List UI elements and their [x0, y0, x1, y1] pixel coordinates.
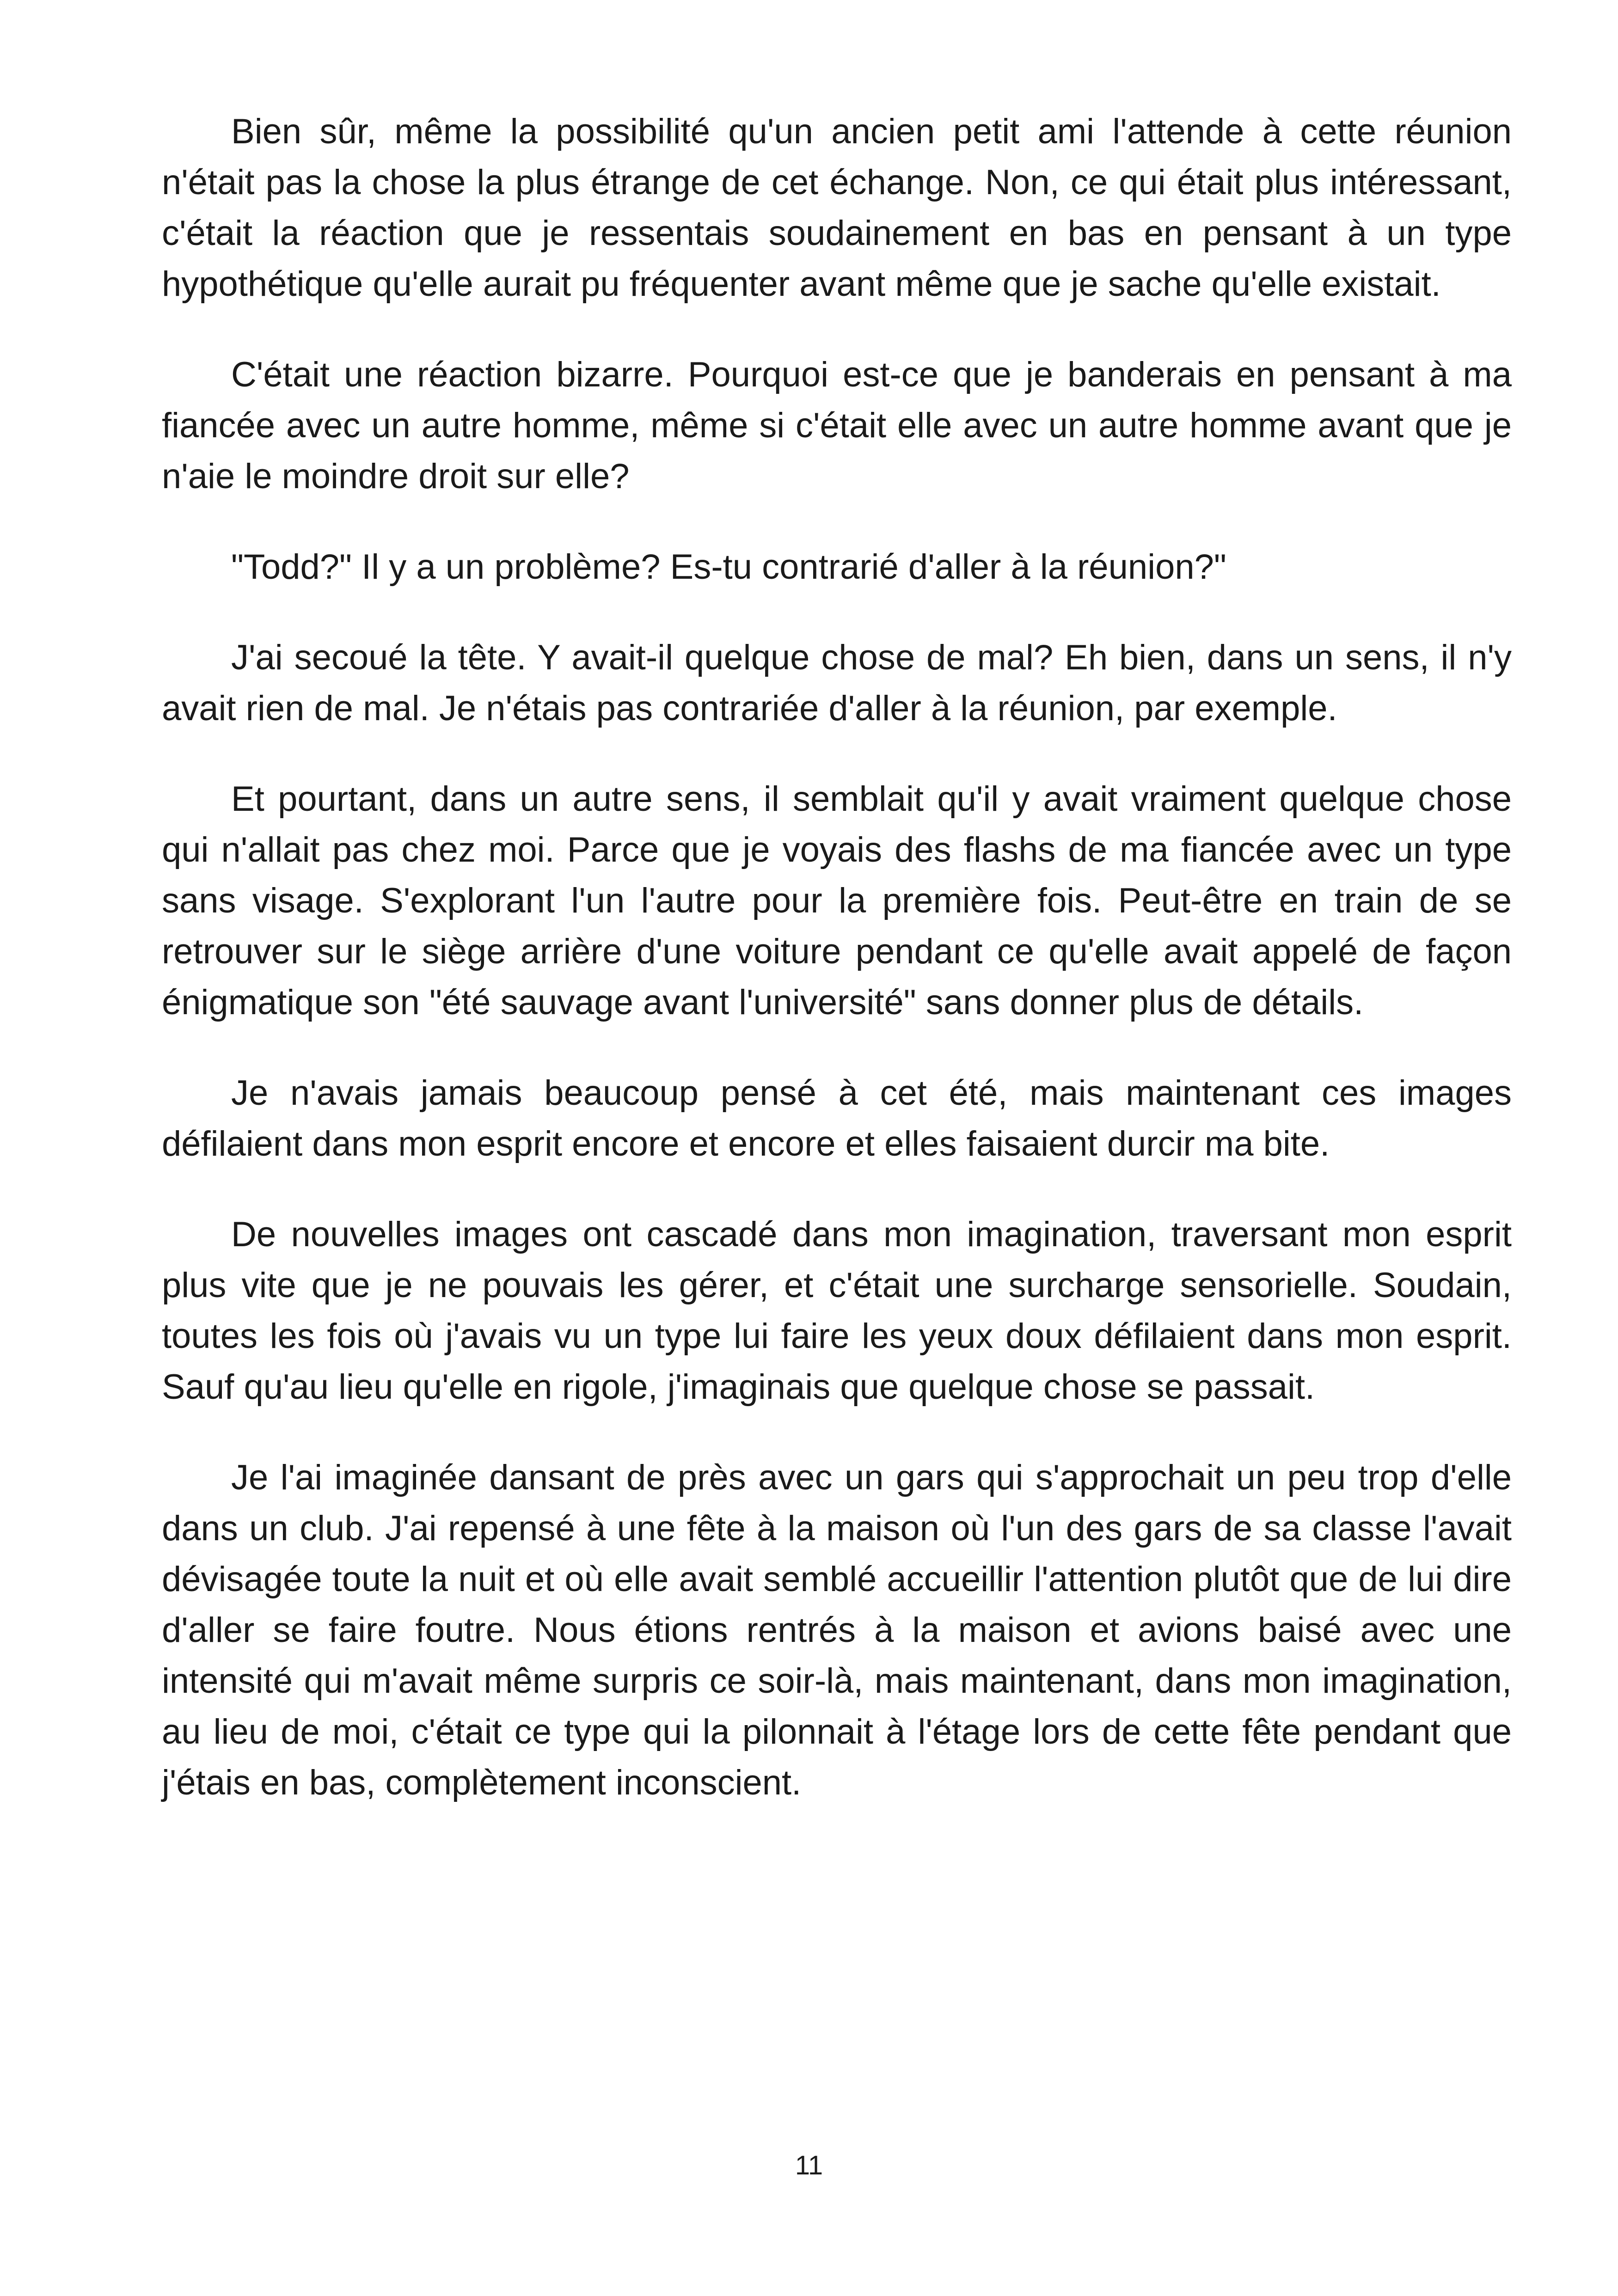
- paragraph-6: Je n'avais jamais beaucoup pensé à cet été, mais maintenant ces images défilaient dans mon esprit encore et encore et elles faisaient durcir ma bite.: [162, 1073, 1512, 1163]
- paragraph-7: De nouvelles images ont cascadé dans mon imagination, traversant mon esprit plus vite que je ne pouvais les gérer, et c'était une surcharge sensorielle. Soudain, toutes les fois où j'avais vu un type lui faire les yeux doux défilaient dans mon esprit. Sauf qu'au lieu qu'elle en rigole, j'imaginais que quelque chose se passait.: [162, 1215, 1512, 1407]
- paragraph-4: J'ai secoué la tête. Y avait-il quelque chose de mal? Eh bien, dans un sens, il n'y avait rien de mal. Je n'étais pas contrariée d'aller à la réunion, par exemple.: [162, 638, 1512, 728]
- paragraph-5: Et pourtant, dans un autre sens, il semblait qu'il y avait vraiment quelque chose qui n'allait pas chez moi. Parce que je voyais des flashs de ma fiancée avec un type sans visage. S'explorant l'un l'autre pour la première fois. Peut-être en train de se retrouver sur le siège arrière d'une voiture pendant ce qu'elle avait appelé de façon énigmatique son "été sauvage avant l'université" sans donner plus de détails.: [162, 779, 1512, 1022]
- paragraph-1: Bien sûr, même la possibilité qu'un ancien petit ami l'attende à cette réunion n'était pas la chose la plus étrange de cet échange. Non, ce qui était plus intéressant, c'était la réaction que je ressentais soudainement en bas en pensant à un type hypothétique qu'elle aurait pu fréquenter avant même que je sache qu'elle existait.: [162, 112, 1512, 304]
- paragraph-8: Je l'ai imaginée dansant de près avec un gars qui s'approchait un peu trop d'elle dans un club. J'ai repensé à une fête à la maison où l'un des gars de sa classe l'avait dévisagée toute la nuit et où elle avait semblé accueillir l'attention plutôt que de lui dire d'aller se faire foutre. Nous étions rentrés à la maison et avions baisé avec une intensité qui m'avait même surpris ce soir-là, mais maintenant, dans mon imagination, au lieu de moi, c'était ce type qui la pilonnait à l'étage lors de cette fête pendant que j'étais en bas, complètement inconscient.: [162, 1458, 1512, 1802]
- body-text: [162, 106, 1512, 1848]
- page-number: 11: [795, 2150, 823, 2180]
- paragraph-2: C'était une réaction bizarre. Pourquoi est-ce que je banderais en pensant à ma fiancée avec un autre homme, même si c'était elle avec un autre homme avant que je n'aie le moindre droit sur elle?: [162, 355, 1512, 496]
- paragraph-3: "Todd?" Il y a un problème? Es-tu contrarié d'aller à la réunion?": [231, 547, 1226, 587]
